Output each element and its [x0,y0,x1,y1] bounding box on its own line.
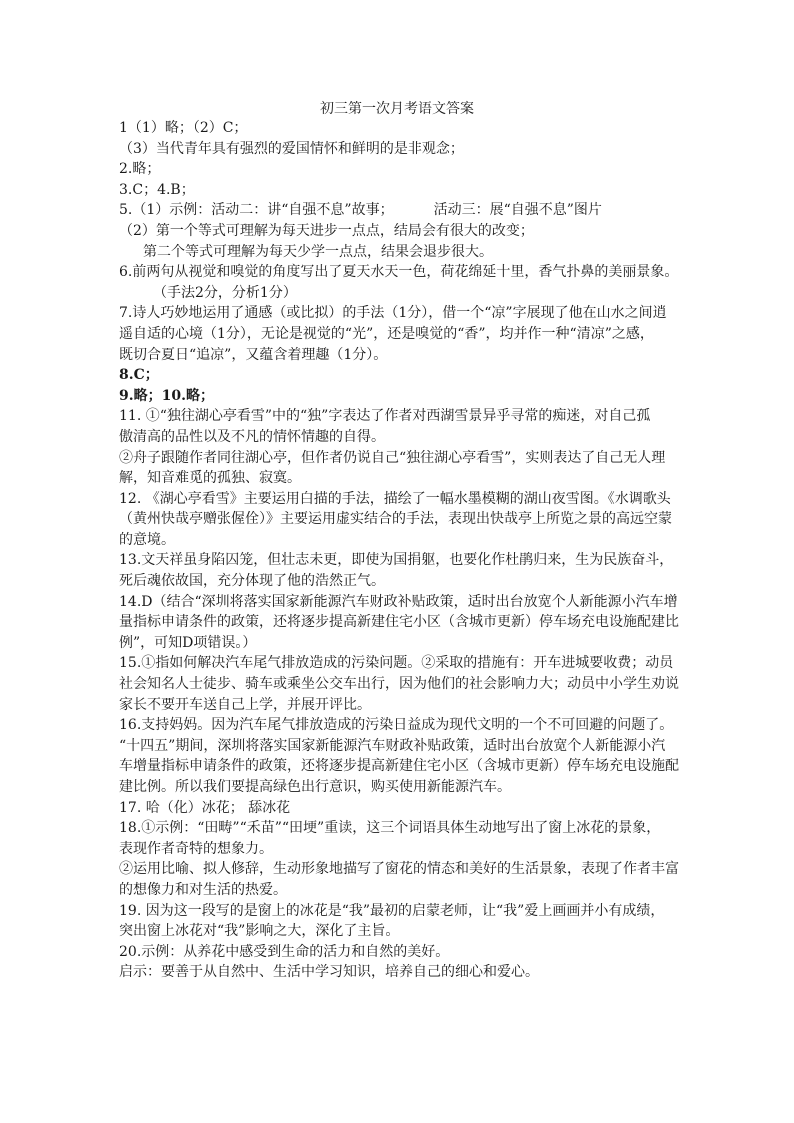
answer-line [119,880,679,901]
answer-line [119,962,679,983]
answer-line [119,530,679,551]
answer-line-text: 13.文天祥虽身陷囚笼，但壮志未更，即使为国捐躯，也要化作杜鹃归来，生为民族奋斗， [119,552,674,569]
answer-line-text: 傲清高的品性以及不凡的情怀情趣的自得。 [119,428,385,445]
answer-line-text: 表现作者奇特的想象力。 [119,840,273,857]
answer-line [119,509,679,530]
answer-line-text: 7.诗人巧妙地运用了通感（或比拟）的手法（1分），借一个“凉”字展现了他在山水之间逍 [119,305,667,322]
answer-line-text: ②舟子跟随作者同往湖心亭，但作者仍说自己“独往湖心亭看雪”，实则表达了自己无人理 [119,449,666,466]
answer-line [119,756,679,777]
answer-line-text: （手法2分，分析1分） [153,284,297,301]
answer-line [119,859,679,880]
answer-line [119,942,679,963]
answer-line-text: 突出窗上冰花对“我”影响之大，深化了主旨。 [119,923,400,940]
answer-line-text: 12. 《湖心亭看雪》主要运用白描的手法，描绘了一幅水墨模糊的湖山夜雪图。《水调歌头 [119,490,671,507]
answer-line-text: 17. 哈（化）冰花； 舔冰花 [119,799,291,816]
answer-line [119,159,679,180]
answer-line [119,489,679,510]
answer-line-text: 的意境。 [119,531,175,548]
answer-line-text: 6.前两句从视觉和嗅觉的角度写出了夏天水天一色，荷花绵延十里，香气扑鼻的美丽景象。 [119,264,679,281]
answer-line [119,303,679,324]
answer-line-text: 18.①示例：“田畴”“禾苗”“田埂”重读，这三个词语具体生动地写出了窗上冰花的景象， [119,820,661,837]
answer-line [119,468,679,489]
answer-line [119,612,679,633]
answer-line-text: 16.支持妈妈。因为汽车尾气排放造成的污染日益成为现代文明的一个不可回避的问题了。 [119,717,674,734]
answer-line [119,448,679,469]
answer-line-text: 既切合夏日“追凉”，又蕴含着理趣（1分）。 [119,346,388,363]
answer-line-text: 9.略；10.略； [119,387,214,404]
answer-line-text: （3）当代青年具有强烈的爱国情怀和鲜明的是非观念； [119,140,464,157]
answer-line-text: 1（1）略；（2）C； [119,120,248,136]
answer-line [119,386,679,407]
answer-line-text-secondary: 活动三：展“自强不息”图片 [433,202,602,219]
answer-line [119,715,679,736]
answer-line [119,200,679,221]
answer-line-text: 2.略； [119,161,161,178]
answer-line-text: 的想像力和对生活的热爱。 [119,881,287,898]
answer-content [119,118,679,983]
answer-line-text: 建比例。所以我们要提高绿色出行意识，购买使用新能源汽车。 [119,779,511,795]
answer-line [119,180,679,201]
answer-line [119,345,679,366]
answer-line [119,798,679,819]
answer-line [119,674,679,695]
answer-line-text: 8.C； [119,367,159,384]
answer-line-text: 5.（1）示例：活动二：讲“自强不息”故事； [119,202,394,219]
answer-line-text: 社会知名人士徒步、骑车或乘坐公交车出行，因为他们的社会影响力大；动员中小学生劝说 [119,676,679,693]
answer-line-text: （黄州快哉亭赠张偓佺）》主要运用虚实结合的手法，表现出快哉亭上所览之景的高远空蒙 [119,511,672,528]
answer-line-text: 车增量指标申请条件的政策，还将逐步提高新建住宅小区（含城市更新）停车场充电设施配 [119,758,679,775]
answer-line [119,839,679,860]
answer-line [119,592,679,613]
answer-line [119,242,679,263]
answer-line [119,736,679,757]
answer-line [119,818,679,839]
answer-line [119,633,679,654]
answer-line [119,427,679,448]
answer-line-text: 启示：要善于从自然中、生活中学习知识，培养自己的细心和爱心。 [119,964,539,981]
answer-line-text: 20.示例：从养花中感受到生命的活力和自然的美好。 [119,943,450,960]
answer-line [119,921,679,942]
answer-line [119,695,679,716]
answer-line [119,324,679,345]
answer-line-text: 遥自适的心境（1分），无论是视觉的“光”，还是嗅觉的“香”，均并作一种“清凉”之感， [119,325,654,342]
answer-line-text: 例”，可知D项错误。） [119,634,257,651]
answer-line-text: 15.①指如何解决汽车尾气排放造成的污染问题。②采取的措施有：开车进城要收费；动员 [119,655,674,672]
answer-line [119,283,679,304]
answer-line [119,221,679,242]
answer-line [119,777,679,798]
answer-line-text: 第二个等式可理解为每天少学一点点，结果会退步很大。 [143,243,493,260]
answer-line [119,653,679,674]
answer-line-text: 3.C；4.B； [119,181,195,198]
answer-line [119,406,679,427]
answer-line [119,571,679,592]
answer-line-text: “十四五”期间，深圳将落实国家新能源汽车财政补贴政策，适时出台放宽个人新能源小汽 [119,737,666,754]
answer-line-text: （2）第一个等式可理解为每天进步一点点，结局会有很大的改变； [119,222,534,239]
answer-line-text: 家长不要开车送自己上学，并展开评比。 [119,696,371,713]
answer-line-text: 解，知音难觅的孤独、寂寞。 [119,470,301,487]
answer-line-text: 19. 因为这一段写的是窗上的冰花是“我”最初的启蒙老师，让“我”爱上画画并小有成绩， [119,902,665,919]
answer-line [119,365,679,386]
answer-line-text: ②运用比喻、拟人修辞，生动形象地描写了窗花的情态和美好的生活景象，表现了作者丰富 [119,861,679,878]
answer-line [119,901,679,922]
answer-line [119,262,679,283]
answer-line-text: 量指标申请条件的政策，还将逐步提高新建住宅小区（含城市更新）停车场充电设施配建比 [119,614,679,631]
answer-line-text: 死后魂依故国，充分体现了他的浩然正气。 [119,573,385,590]
answer-line-text: 11. ①“独往湖心亭看雪”中的“独”字表达了作者对西湖雪景异乎寻常的痴迷，对自己孤 [119,408,651,425]
answer-line [119,118,679,139]
answer-line [119,550,679,571]
page-title: 初三第一次月考语文答案 [320,101,474,117]
answer-line [119,139,679,160]
answer-line-text: 14.D（结合“深圳将落实国家新能源汽车财政补贴政策，适时出台放宽个人新能源小汽车增 [119,593,678,610]
